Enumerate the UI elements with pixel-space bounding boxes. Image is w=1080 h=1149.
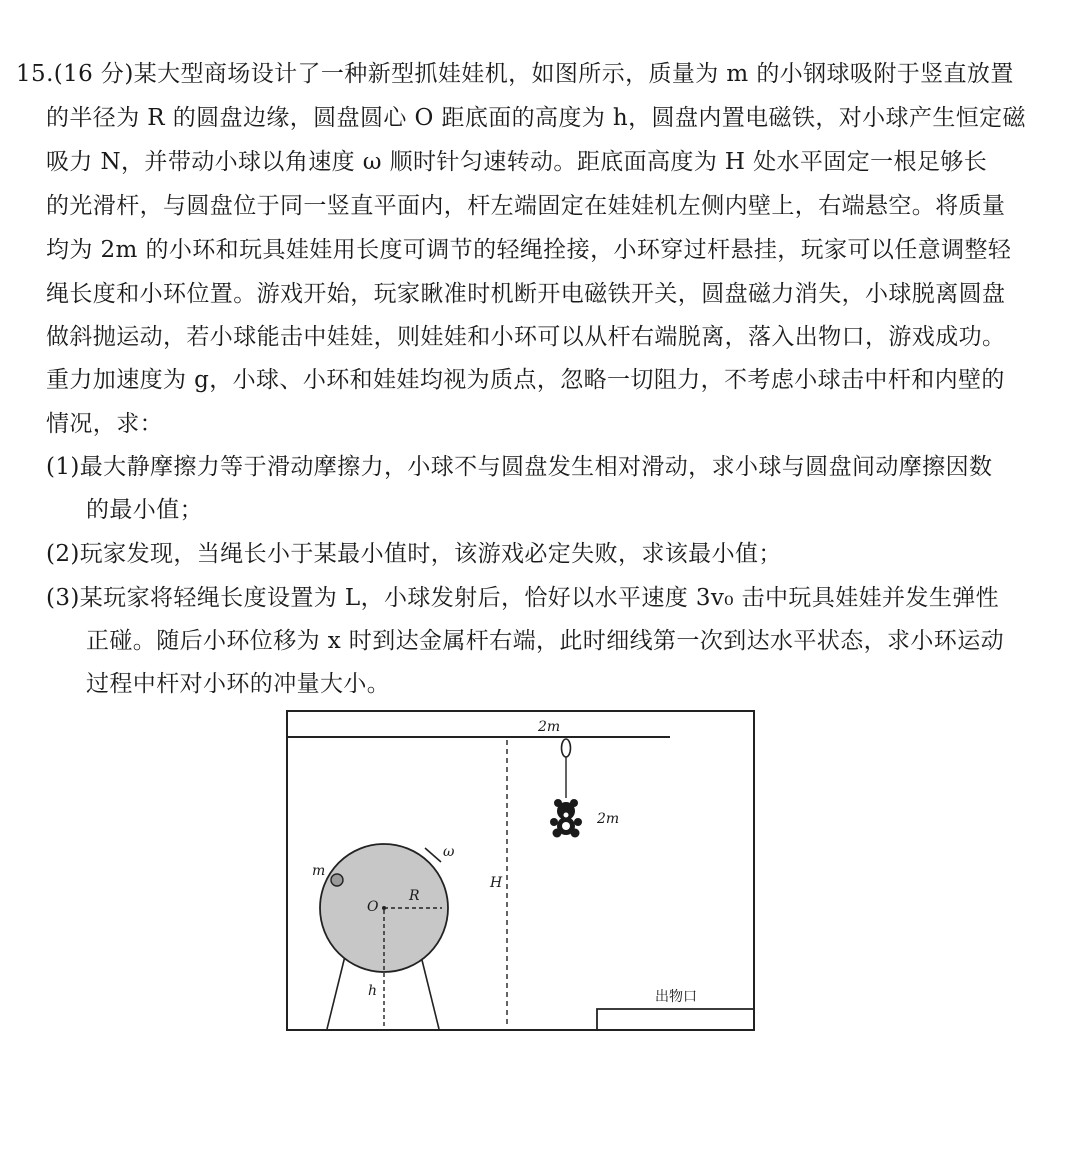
exit-label: 出物口 <box>655 989 697 1005</box>
radius-label: R <box>409 888 420 904</box>
ring <box>562 739 571 757</box>
problem-line-9: 情况，求： <box>46 411 163 437</box>
height-h-label: h <box>368 983 378 999</box>
problem-line-1: 15.(16 分)某大型商场设计了一种新型抓娃娃机，如图所示，质量为 m 的小钢球吸附于竖直放置 <box>16 61 1014 87</box>
problem-line-3: 吸力 N，并带动小球以角速度 ω 顺时针匀速转动。距底面高度为 H 处水平固定一根足够长 <box>46 149 988 175</box>
problem-line-8: 重力加速度为 g，小球、小环和娃娃均视为质点，忽略一切阻力，不考虑小球击中杆和内壁的 <box>46 367 1005 393</box>
stand-right-leg <box>420 952 439 1029</box>
question-3-line-2: 正碰。随后小环位移为 x 时到达金属杆右端，此时细线第一次到达水平状态，求小环运动 <box>86 628 1004 654</box>
exit-opening <box>597 1009 754 1029</box>
problem-line-7: 做斜抛运动，若小球能击中娃娃，则娃娃和小环可以从杆右端脱离，落入出物口，游戏成功。 <box>46 324 1006 350</box>
ring-mass-label: 2m <box>538 719 561 735</box>
steel-ball <box>331 874 343 886</box>
omega-label: ω <box>443 844 455 860</box>
question-3-line-3: 过程中杆对小环的冲量大小。 <box>86 671 391 697</box>
doll-mass-label: 2m <box>597 811 620 827</box>
ball-mass-label: m <box>312 863 326 879</box>
problem-line-5: 均为 2m 的小环和玩具娃娃用长度可调节的轻绳拴接，小环穿过杆悬挂，玩家可以任意调整轻 <box>46 237 1012 263</box>
question-3-line-1: (3)某玩家将轻绳长度设置为 L，小球发射后，恰好以水平速度 3v₀ 击中玩具娃娃并发生弹性 <box>46 585 1000 611</box>
question-1-line-1: (1)最大静摩擦力等于滑动摩擦力，小球不与圆盘发生相对滑动，求小球与圆盘间动摩擦因数 <box>46 454 993 480</box>
stand-left-leg <box>327 952 346 1029</box>
center-label: O <box>367 899 379 915</box>
problem-line-6: 绳长度和小环位置。游戏开始，玩家瞅准时机断开电磁铁开关，圆盘磁力消失，小球脱离圆盘 <box>46 281 1006 307</box>
teddy-bear-icon <box>550 799 582 838</box>
height-H-label: H <box>490 875 503 891</box>
question-2-line-1: (2)玩家发现，当绳长小于某最小值时，该游戏必定失败，求该最小值； <box>46 541 782 567</box>
question-1-line-2: 的最小值； <box>86 497 203 523</box>
problem-line-2: 的半径为 R 的圆盘边缘，圆盘圆心 O 距底面的高度为 h，圆盘内置电磁铁，对小球产生恒定磁 <box>46 105 1026 131</box>
problem-line-4: 的光滑杆，与圆盘位于同一竖直平面内，杆左端固定在娃娃机左侧内壁上，右端悬空。将质量 <box>46 193 1006 219</box>
